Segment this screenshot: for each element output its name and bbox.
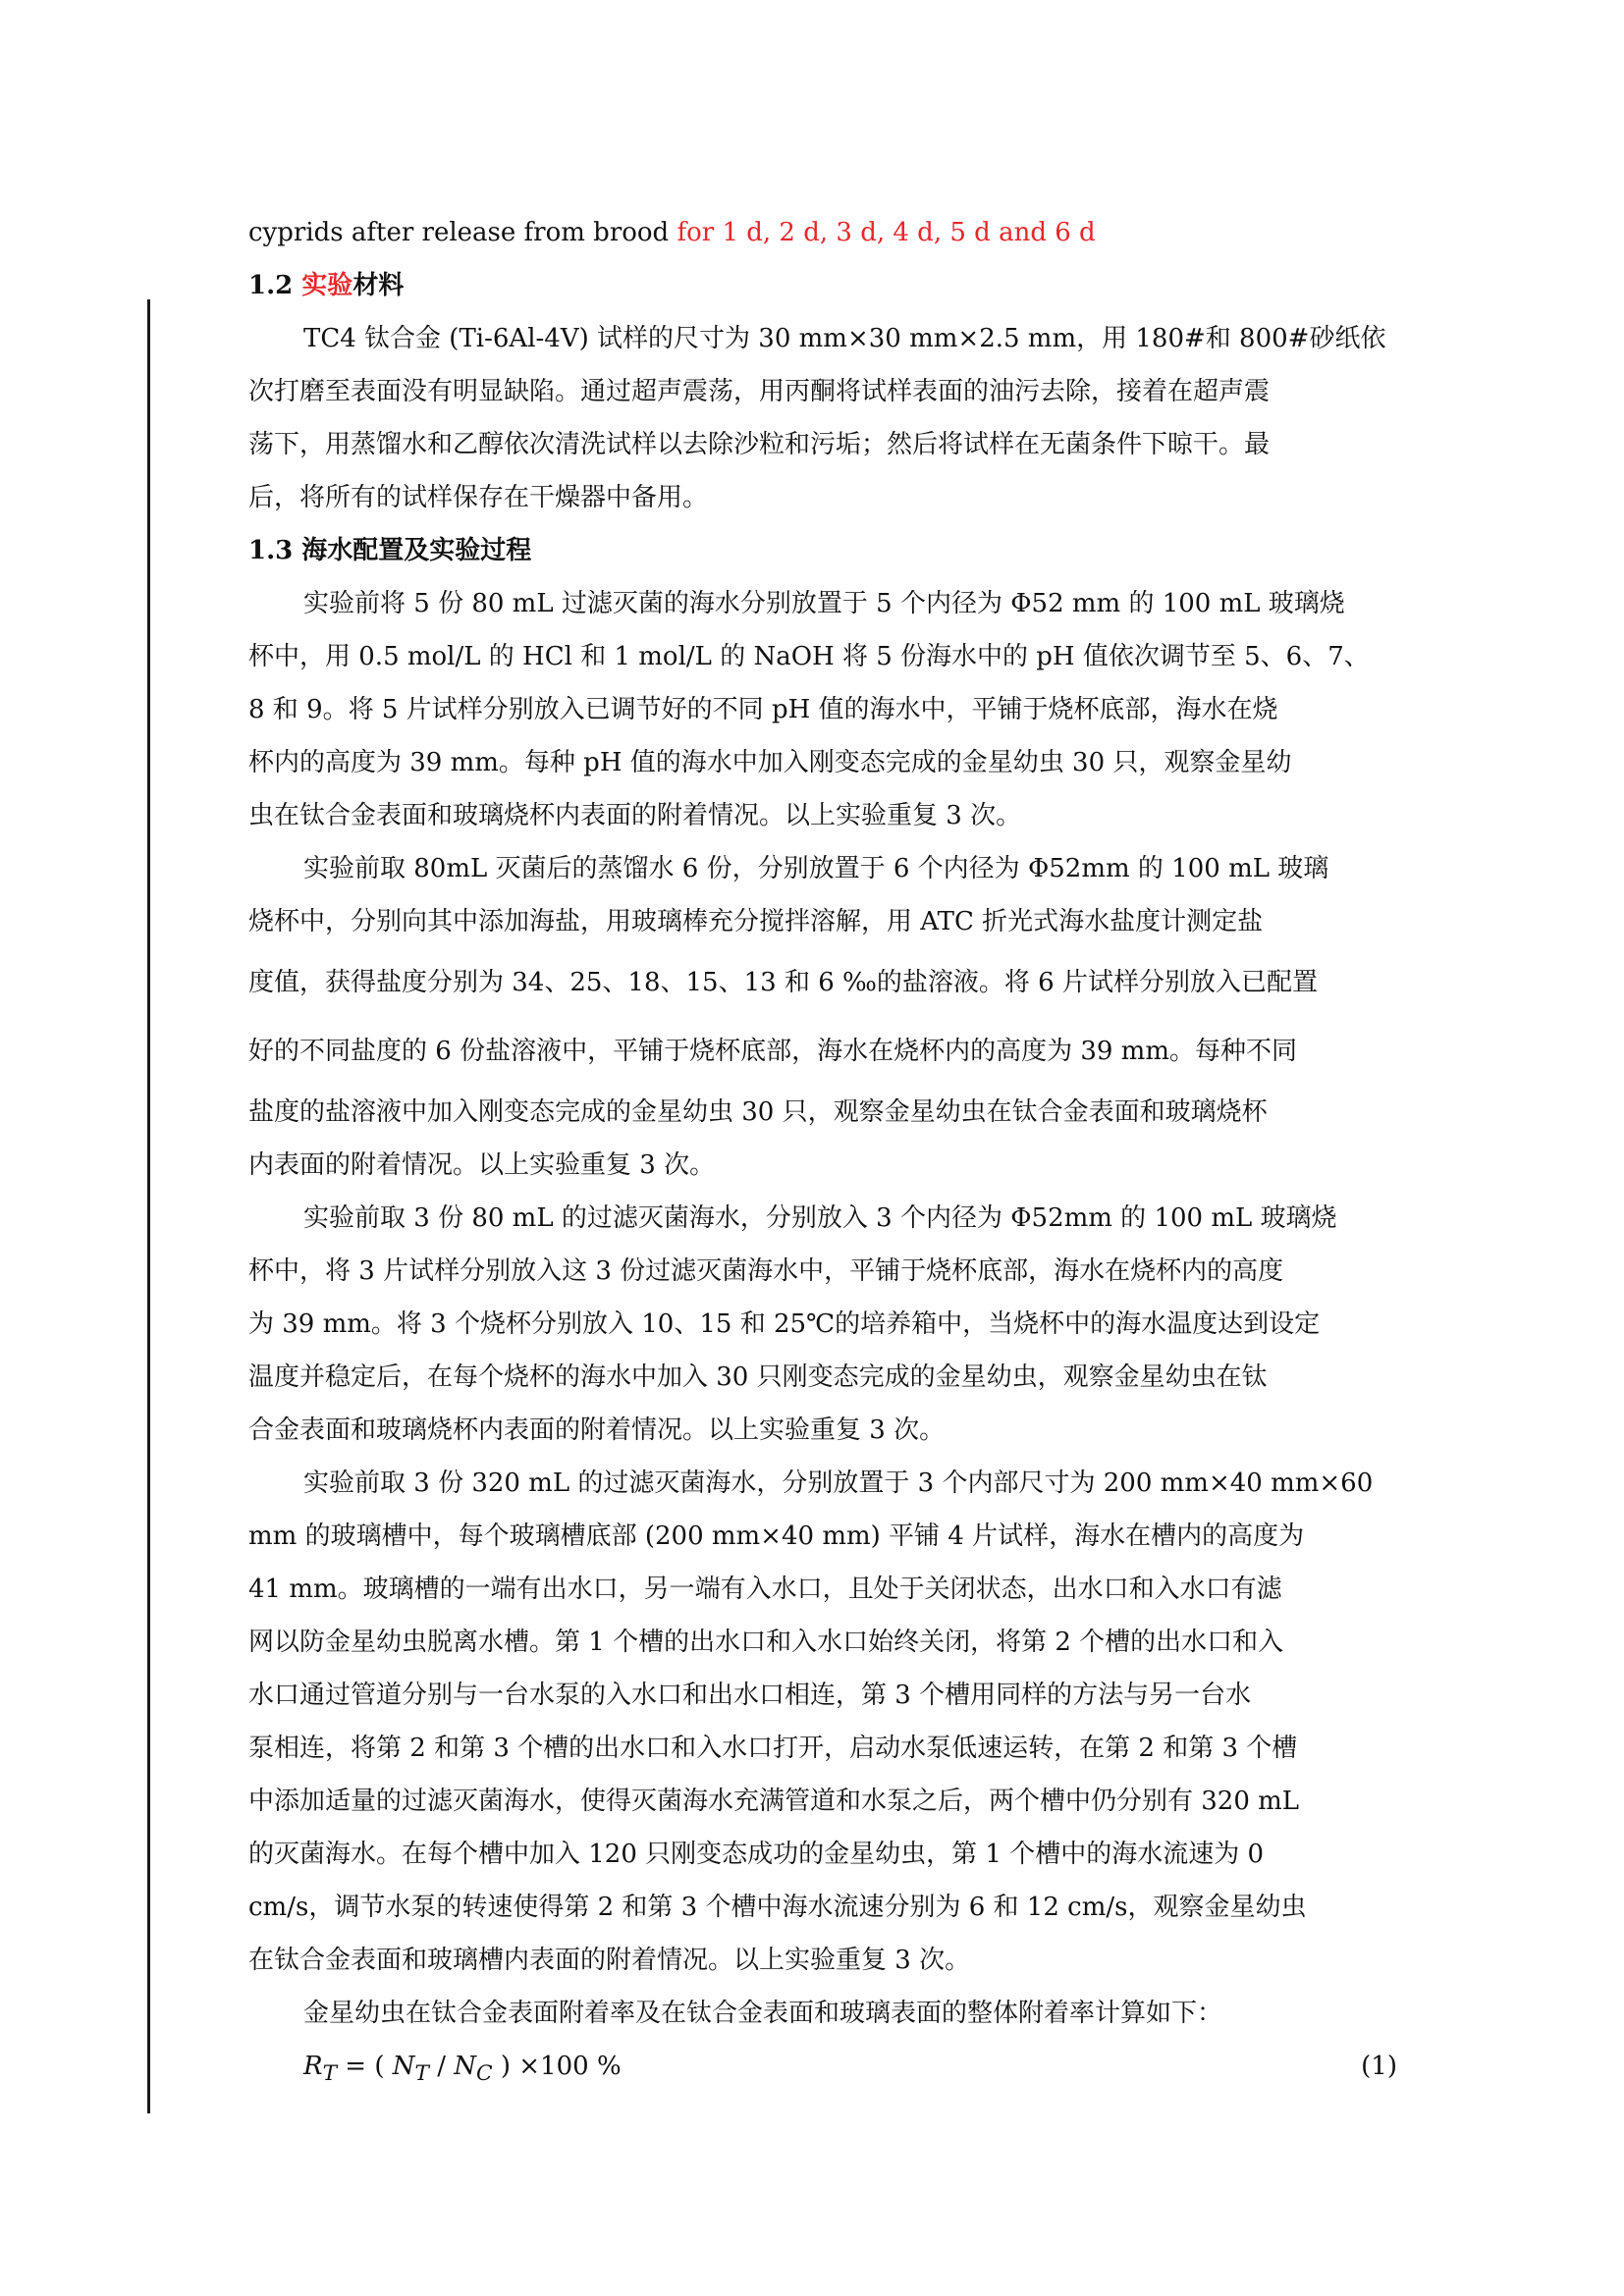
text-line: 泵相连，将第 2 和第 3 个槽的出水口和入水口打开，启动水泵低速运转，在第 2 和第 3 个槽 xyxy=(248,1734,1298,1763)
text-line: 网以防金星幼虫脱离水槽。第 1 个槽的出水口和入水口始终关闭，将第 2 个槽的出水口和入 xyxy=(248,1628,1284,1657)
paragraph-temperature xyxy=(248,1192,1397,1457)
page-body xyxy=(248,206,1397,2101)
continuation-highlight: for 1 d, 2 d, 3 d, 4 d, 5 d and 6 d xyxy=(677,218,1096,247)
formula-intro: 金星幼虫在钛合金表面附着率及在钛合金表面和玻璃表面的整体附着率计算如下： xyxy=(303,1999,1223,2028)
continuation-text: cyprids after release from brood xyxy=(248,218,677,247)
continuation-line xyxy=(248,206,1397,259)
text-line: 水口通过管道分别与一台水泵的入水口和出水口相连，第 3 个槽用同样的方法与另一台水 xyxy=(248,1681,1252,1710)
section-heading-1-2 xyxy=(248,259,1397,312)
text-line: 好的不同盐度的 6 份盐溶液中，平铺于烧杯底部，海水在烧杯内的高度为 39 mm。每种不同 xyxy=(248,1037,1297,1066)
equation-number: (1) xyxy=(1361,2052,1397,2081)
text-line: mm 的玻璃槽中，每个玻璃槽底部 (200 mm×40 mm) 平铺 4 片试样，海水在槽内的高度为 xyxy=(248,1522,1305,1551)
equation-symbol: N xyxy=(392,2052,415,2081)
text-line: 温度并稳定后，在每个烧杯的海水中加入 30 只刚变态完成的金星幼虫，观察金星幼虫在钛 xyxy=(248,1362,1268,1392)
text-line: 度值，获得盐度分别为 34、25、18、15、13 和 6 ‰的盐溶液。将 6 片试样分别放入已配置 xyxy=(248,968,1318,997)
text-line: 合金表面和玻璃烧杯内表面的附着情况。以上实验重复 3 次。 xyxy=(248,1415,946,1445)
text-line: 41 mm。玻璃槽的一端有出水口，另一端有入水口，且处于关闭状态，出水口和入水口有滤 xyxy=(248,1575,1282,1604)
text-line: 后，将所有的试样保存在干燥器中备用。 xyxy=(248,483,709,512)
text-line: 烧杯中，分别向其中添加海盐，用玻璃棒充分搅拌溶解，用 ATC 折光式海水盐度计测定盐 xyxy=(248,907,1264,936)
section-heading-1-3: 1.3 海水配置及实验过程 xyxy=(248,536,532,565)
equation-symbol: N xyxy=(454,2052,477,2081)
equation-subscript: C xyxy=(476,2061,493,2087)
section-number: 1.2 xyxy=(248,271,302,300)
equation-operator: / xyxy=(428,2052,455,2081)
paragraph-ph xyxy=(248,577,1397,842)
paragraph-salinity xyxy=(248,842,1397,1192)
text-line: TC4 钛合金 (Ti-6Al-4V) 试样的尺寸为 30 mm×30 mm×2.5 mm，用 180#和 800#砂纸依 xyxy=(303,324,1386,353)
text-line: cm/s，调节水泵的转速使得第 2 和第 3 个槽中海水流速分别为 6 和 12 cm/s，观察金星幼虫 xyxy=(248,1893,1307,1922)
text-line: 实验前取 80mL 灭菌后的蒸馏水 6 份，分别放置于 6 个内径为 Φ52mm 的 100 mL 玻璃 xyxy=(303,854,1329,883)
text-line: 内表面的附着情况。以上实验重复 3 次。 xyxy=(248,1150,716,1180)
text-line: 杯中，将 3 片试样分别放入这 3 份过滤灭菌海水中，平铺于烧杯底部，海水在烧杯内的高度 xyxy=(248,1256,1284,1286)
text-line: 虫在钛合金表面和玻璃烧杯内表面的附着情况。以上实验重复 3 次。 xyxy=(248,801,1022,830)
text-line: 盐度的盐溶液中加入刚变态完成的金星幼虫 30 只，观察金星幼虫在钛合金表面和玻璃烧杯 xyxy=(248,1097,1268,1127)
text-line: 杯中，用 0.5 mol/L 的 HCl 和 1 mol/L 的 NaOH 将 5 份海水中的 pH 值依次调节至 5、6、7、 xyxy=(248,642,1370,671)
paragraph-materials xyxy=(248,312,1397,524)
text-line: 实验前取 3 份 320 mL 的过滤灭菌海水，分别放置于 3 个内部尺寸为 200 mm×40 mm×60 xyxy=(303,1468,1374,1498)
revision-change-bar xyxy=(147,299,150,2113)
equation-subscript: T xyxy=(322,2061,338,2087)
equation-operator: = ( xyxy=(337,2052,393,2081)
equation-1 xyxy=(248,2040,1397,2101)
text-line: 8 和 9。将 5 片试样分别放入已调节好的不同 pH 值的海水中，平铺于烧杯底部，海水在烧 xyxy=(248,695,1278,724)
equation-subscript: T xyxy=(414,2061,429,2087)
equation-expression xyxy=(303,2052,622,2087)
text-line: 杯内的高度为 39 mm。每种 pH 值的海水中加入刚变态完成的金星幼虫 30 只，观察金星幼 xyxy=(248,748,1292,777)
equation-operator: ) ×100 % xyxy=(492,2052,622,2081)
text-line: 的灭菌海水。在每个槽中加入 120 只刚变态成功的金星幼虫，第 1 个槽中的海水流速为 0 xyxy=(248,1840,1265,1869)
section-title-rest: 材料 xyxy=(352,271,405,300)
text-line: 中添加适量的过滤灭菌海水，使得灭菌海水充满管道和水泵之后，两个槽中仍分别有 320 mL xyxy=(248,1787,1300,1816)
section-title-highlight: 实验 xyxy=(301,271,353,300)
paragraph-flow-rate xyxy=(248,1457,1397,1987)
text-line: 在钛合金表面和玻璃槽内表面的附着情况。以上实验重复 3 次。 xyxy=(248,1946,971,1975)
text-line: 实验前将 5 份 80 mL 过滤灭菌的海水分别放置于 5 个内径为 Φ52 mm 的 100 mL 玻璃烧 xyxy=(303,589,1345,618)
text-line: 实验前取 3 份 80 mL 的过滤灭菌海水，分别放入 3 个内径为 Φ52mm 的 100 mL 玻璃烧 xyxy=(303,1203,1337,1233)
equation-symbol: R xyxy=(303,2052,323,2081)
text-line: 荡下，用蒸馏水和乙醇依次清洗试样以去除沙粒和污垢；然后将试样在无菌条件下晾干。最 xyxy=(248,430,1271,459)
text-line: 次打磨至表面没有明显缺陷。通过超声震荡，用丙酮将试样表面的油污去除，接着在超声震 xyxy=(248,377,1271,406)
text-line: 为 39 mm。将 3 个烧杯分别放入 10、15 和 25℃的培养箱中，当烧杯中的海水温度达到设定 xyxy=(248,1309,1321,1339)
